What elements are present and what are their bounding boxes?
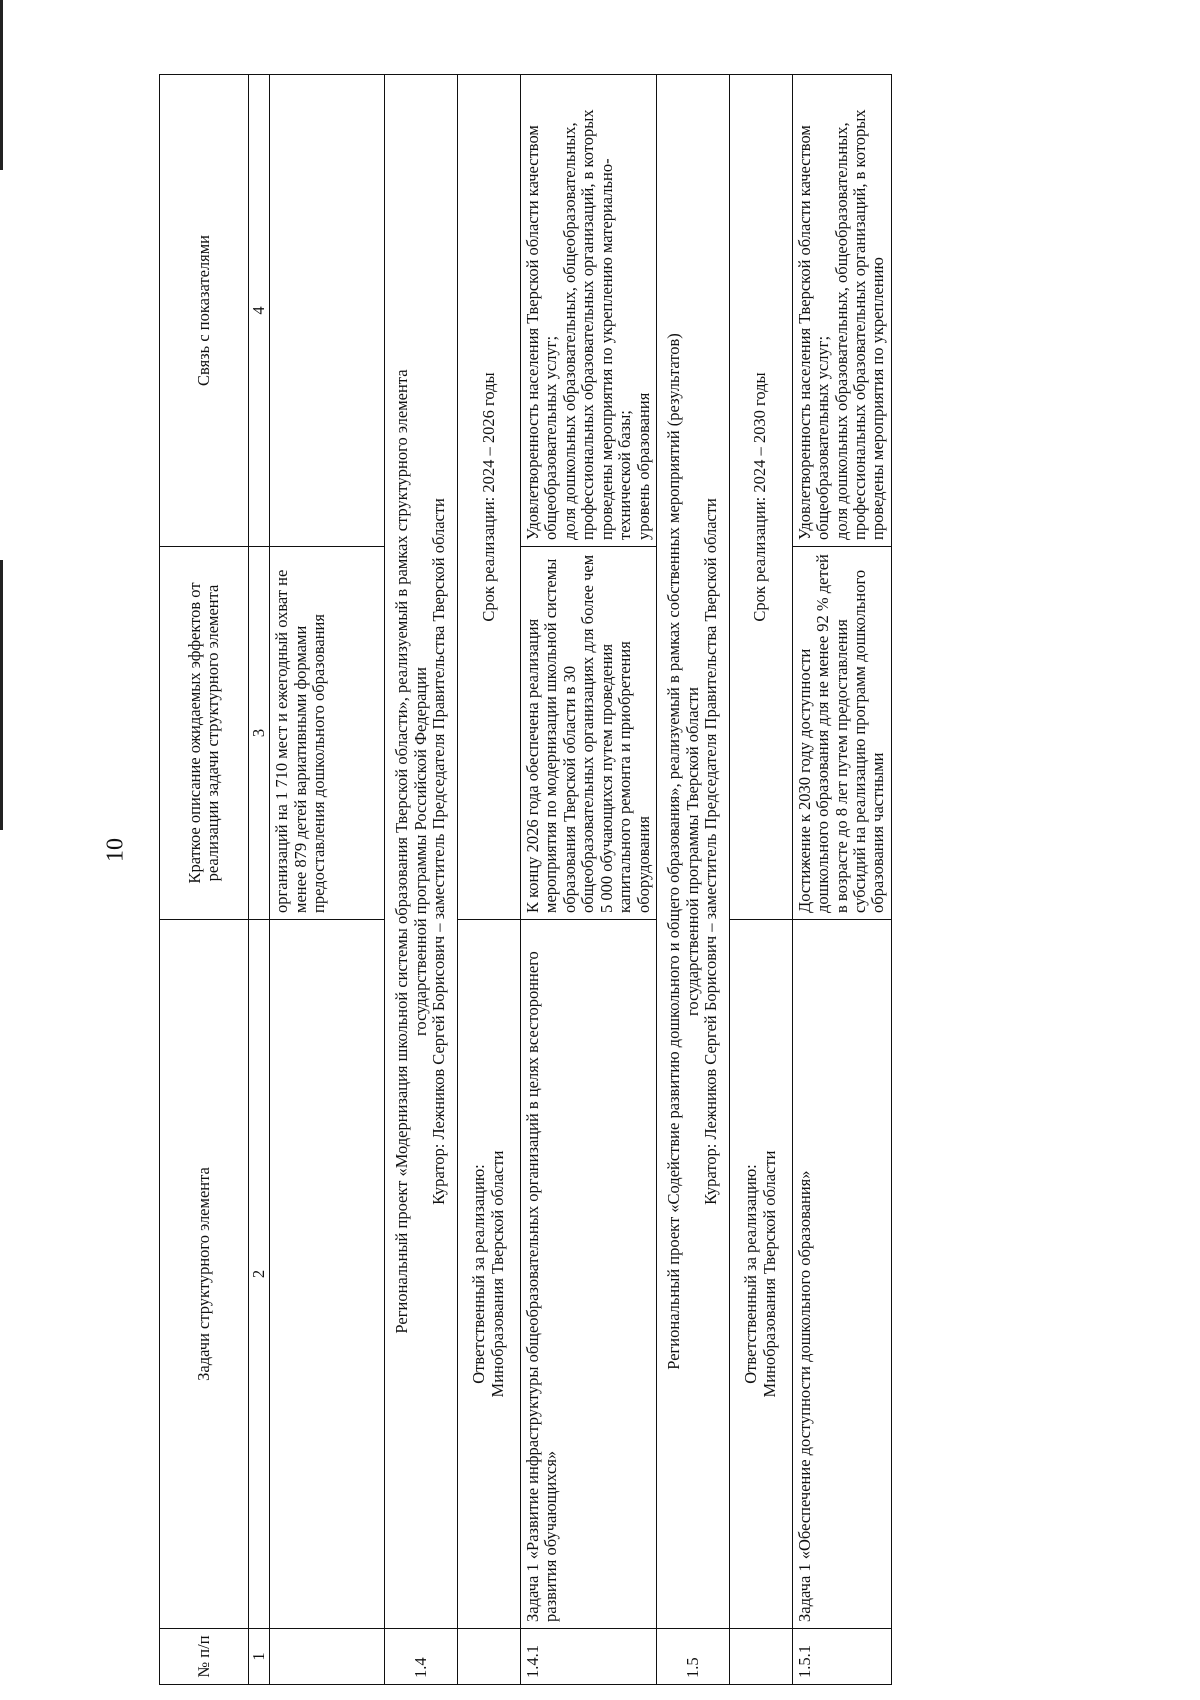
scan-edge (0, 560, 3, 830)
header-indicators: Связь с показателями (160, 75, 249, 547)
scan-edge (0, 0, 3, 170)
term-cell: Срок реализации: 2024 – 2026 годы (457, 75, 520, 920)
project-number: 1.4 (385, 1629, 457, 1685)
project-title: Региональный проект «Модернизация школьной системы образования Тверской области», реализуемый в рамках структурного элемента (392, 369, 412, 1334)
column-number: 3 (249, 547, 270, 920)
responsible-cell (457, 920, 520, 1629)
responsible-cell (729, 920, 792, 1629)
indicator-item: уровень образования (633, 392, 653, 540)
project-row (385, 75, 457, 1685)
column-number: 2 (249, 920, 270, 1629)
page-number: 10 (102, 838, 129, 862)
task-cell: Задача 1 «Развитие инфраструктуры общеобразовательных организаций в целях всестороннего развития обучающихся» (520, 920, 656, 1629)
table-cell (270, 75, 385, 547)
effect-cell: Достижение к 2030 году доступности дошкольного образования для не менее 92 % детей в возрасте до 8 лет путем предоставления субсидий на реализацию программ дошкольного образования частными (792, 547, 891, 920)
project-number: 1.5 (657, 1629, 729, 1685)
indicators-cell (792, 75, 891, 547)
indicators-cell (520, 75, 656, 547)
task-number: 1.4.1 (520, 1629, 656, 1685)
task-row (792, 75, 891, 1685)
table-cell (729, 1629, 792, 1685)
responsible-org: Минобразования Тверской области (487, 1150, 507, 1398)
column-numbers-row (249, 75, 270, 1685)
project-curator: Куратор: Лежников Сергей Борисович – заместитель Председателя Правительства Тверской области (429, 498, 449, 1205)
indicator-item: доля дошкольных образовательных, общеобразовательных, профессиональных образовательных организаций, в которых проведены мероприятия по укреплению (831, 109, 888, 540)
project-title-continued: государственной программы Тверской области (682, 687, 702, 1016)
responsible-row (729, 75, 792, 1685)
project-title: Региональный проект «Содействие развитию дошкольного и общего образования», реализуемый в рамках собственных мероприятий (результатов) (664, 333, 684, 1370)
project-title-cell (657, 75, 729, 1629)
effect-cell: К концу 2026 года обеспечена реализация мероприятия по модернизации школьной системы образования Тверской области в 30 общеобразовательных организациях для более чем 5 000 обучающихся путем проведения капитального ремонта и приобретения оборудования (520, 547, 656, 920)
table-header-row (160, 75, 249, 1685)
column-number: 4 (249, 75, 270, 547)
task-row (520, 75, 656, 1685)
indicator-item: Удовлетворенность населения Тверской области качеством общеобразовательных услуг; (522, 125, 561, 540)
header-number: № п/п (160, 1629, 249, 1685)
project-title-cell (385, 75, 457, 1629)
responsible-label: Ответственный за реализацию: (469, 1164, 489, 1384)
responsible-label: Ответственный за реализацию: (741, 1164, 761, 1384)
project-title-continued: государственной программы Российской Федерации (410, 667, 430, 1036)
responsible-org: Минобразования Тверской области (759, 1150, 779, 1398)
indicator-item: Удовлетворенность населения Тверской области качеством общеобразовательных услуг; (794, 125, 833, 540)
project-curator: Куратор: Лежников Сергей Борисович – заместитель Председателя Правительства Тверской области (701, 498, 721, 1205)
header-effects: Краткое описание ожидаемых эффектов от реализации задачи структурного элемента (160, 547, 249, 920)
term-cell: Срок реализации: 2024 – 2030 годы (729, 75, 792, 920)
continuation-row (270, 75, 385, 1685)
table-cell (270, 920, 385, 1629)
project-row (657, 75, 729, 1685)
task-cell: Задача 1 «Обеспечение доступности дошкольного образования» (792, 920, 891, 1629)
responsible-row (457, 75, 520, 1685)
column-number: 1 (249, 1629, 270, 1685)
table-cell (270, 1629, 385, 1685)
structural-elements-table (159, 74, 892, 1685)
task-number: 1.5.1 (792, 1629, 891, 1685)
effect-cell: организаций на 1 710 мест и ежегодный охват не менее 879 детей вариативными формами предоставления дошкольного образования (270, 547, 385, 920)
rotated-document-sheet (159, 75, 1106, 1685)
header-tasks: Задачи структурного элемента (160, 920, 249, 1629)
indicator-item: доля дошкольных образовательных, общеобразовательных, профессиональных образовательных организаций, в которых проведены мероприятия по укреплению материально-технической базы; (559, 109, 635, 540)
table-cell (457, 1629, 520, 1685)
